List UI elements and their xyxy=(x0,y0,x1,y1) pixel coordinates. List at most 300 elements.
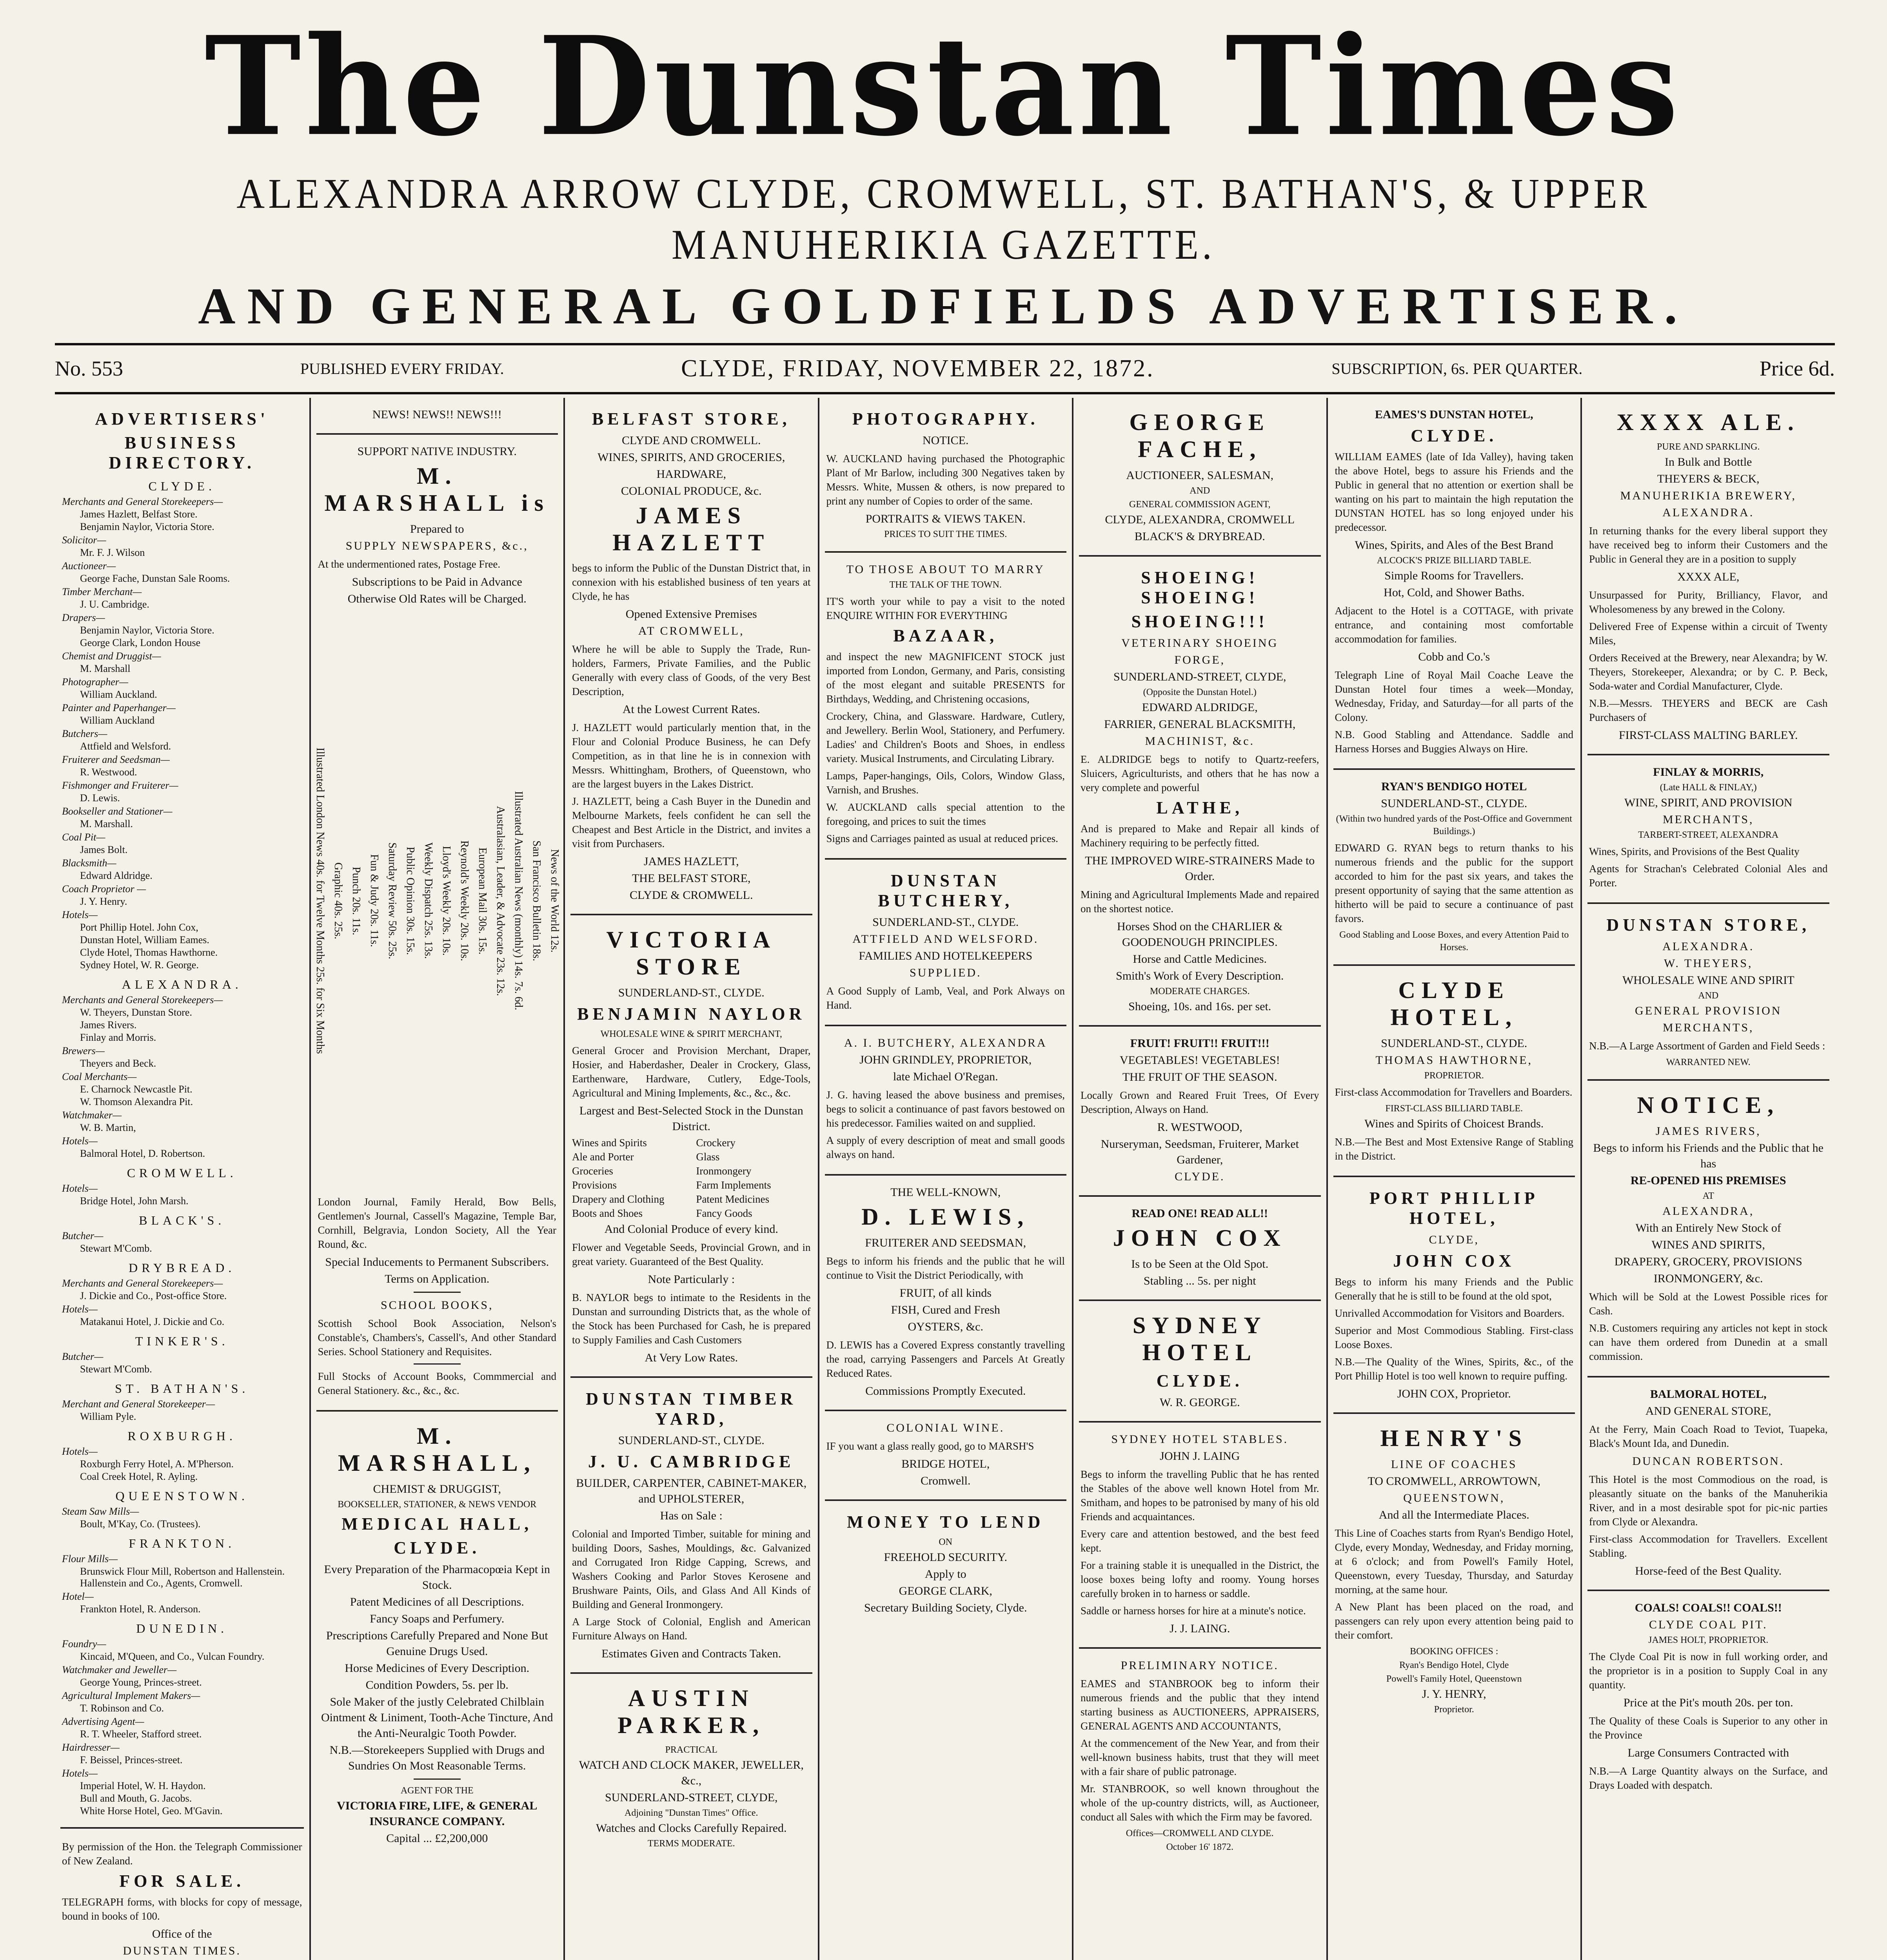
price-list-row: San Francisco Bulletin 18s. xyxy=(530,840,543,961)
ad-line: Shoeing, 10s. and 16s. per set. xyxy=(1128,1000,1271,1013)
ad-line: Hot, Cold, and Shower Baths. xyxy=(1384,586,1525,599)
goods-item: Groceries xyxy=(572,1165,613,1177)
ad-line: BLACK'S & DRYBREAD. xyxy=(1134,530,1265,543)
issue-price: Price 6d. xyxy=(1760,357,1835,380)
ad-text: Saddle or harness horses for hire at a minute's notice. xyxy=(1081,1605,1306,1617)
directory-entry: William Pyle. xyxy=(80,1411,136,1422)
ad-line: ALEXANDRA, xyxy=(1662,1205,1754,1218)
ad-line: JOHN J. LAING xyxy=(1160,1450,1240,1463)
ad-line: Horse Medicines of Every Description. xyxy=(345,1662,530,1675)
directory-entry: Imperial Hotel, W. H. Haydon. xyxy=(80,1780,206,1791)
ad-line: A. I. BUTCHERY, ALEXANDRA xyxy=(844,1036,1047,1049)
price-list-row: Reynold's Weekly 20s. 10s. xyxy=(458,840,470,961)
ad-line: THOMAS HAWTHORNE, xyxy=(1375,1054,1533,1067)
ad-line: R. WESTWOOD, xyxy=(1157,1121,1242,1134)
goods-item: Crockery xyxy=(696,1137,736,1149)
ad-text: N.B.—A Large Assortment of Garden and Field Seeds : xyxy=(1589,1040,1825,1052)
directory-entry: Theyers and Beck. xyxy=(80,1058,156,1069)
ad-line: SCHOOL BOOKS, xyxy=(380,1299,494,1312)
ad-line: PRELIMINARY NOTICE. xyxy=(1121,1659,1279,1672)
directory-entry: R. Westwood. xyxy=(80,766,137,778)
directory-entry: Kincaid, M'Queen, and Co., Vulcan Foundry. xyxy=(80,1651,265,1662)
ad-text: By permission of the Hon. the Telegraph Commissioner of New Zealand. xyxy=(62,1841,302,1867)
columns xyxy=(55,398,1835,1960)
ad-line: W. THEYERS, xyxy=(1664,957,1753,970)
directory-entry: Stewart M'Comb. xyxy=(80,1243,152,1254)
directory-category: Coach Proprietor — xyxy=(62,883,146,895)
ad-text: WILLIAM EAMES (late of Ida Valley), having taken the above Hotel, begs to assure his Friends and the Public in general that no attention or exertion shall be wanting on his part to maintain the high reputation the DUNSTAN HOTEL has so long enjoyed under his predecessor. xyxy=(1335,451,1573,533)
directory-town: TINKER'S. xyxy=(135,1334,229,1348)
directory-entry: William Auckland xyxy=(80,715,155,726)
ad-heading: CLYDE. xyxy=(1411,426,1498,445)
directory-entry: George Clark, London House xyxy=(80,637,201,648)
xxxx-ale-ad xyxy=(1587,398,1829,755)
directory-category: Timber Merchant— xyxy=(62,586,142,597)
goods-row xyxy=(572,1136,811,1150)
directory-category: Merchants and General Storekeepers— xyxy=(62,1278,223,1289)
preliminary-notice-ad xyxy=(1079,1649,1321,1864)
ad-text: J. HAZLETT would particularly mention that, in the Flour and Colonial Produce Business, he can Defy Competition, as in that line he is in connexion with Messrs. Whittingham, Brothers, of Queenstown, who are the largest buyers in the Lakes District. xyxy=(572,722,811,790)
ad-line: Prepared to xyxy=(410,523,464,535)
ad-text: J. HAZLETT, being a Cash Buyer in the Dunedin and Melbourne Markets, feels confident he can sell the Cheapest and Best Article in the District, and invites a visit from Purchasers. xyxy=(572,795,811,849)
ad-text: N.B.—Messrs. THEYERS and BECK are Cash Purchasers of xyxy=(1589,697,1828,723)
ad-heading: SHOEING!!! xyxy=(1131,612,1268,631)
ad-heading: CLYDE HOTEL, xyxy=(1390,977,1518,1030)
directory-category: Hotels— xyxy=(62,1135,98,1147)
ad-line: Nurseryman, Seedsman, Fruiterer, Market Gardener, xyxy=(1101,1138,1299,1166)
ad-heading: JOHN COX xyxy=(1393,1251,1515,1270)
ad-line: Horses Shod on the CHARLIER & GOODENOUGH PRINCIPLES. xyxy=(1117,920,1283,949)
directory-category: Hotels— xyxy=(62,1446,98,1457)
ad-heading: JOHN COX xyxy=(1113,1225,1287,1251)
ad-line: Office of the xyxy=(152,1927,212,1940)
ad-line: Large Consumers Contracted with xyxy=(1627,1746,1789,1759)
ad-heading: DUNSTAN BUTCHERY, xyxy=(878,871,1013,910)
directory-category: Butcher— xyxy=(62,1230,104,1241)
ad-heading: J. U. CAMBRIDGE xyxy=(588,1452,795,1471)
ad-line: EAMES'S DUNSTAN HOTEL, xyxy=(1375,408,1533,421)
ad-line: TO CROMWELL, ARROWTOWN, xyxy=(1368,1475,1541,1488)
ad-line: OYSTERS, &c. xyxy=(908,1320,983,1333)
directory-entry: Mr. F. J. Wilson xyxy=(80,547,145,558)
money-to-lend-ad xyxy=(825,1501,1067,1626)
goods-item: Patent Medicines xyxy=(696,1193,770,1205)
ad-text: At the undermentioned rates, Postage Free. xyxy=(318,558,501,570)
belfast-store-ad xyxy=(570,398,812,915)
directory-entry: J. U. Cambridge. xyxy=(80,599,149,610)
price-list-row: Saturday Review 50s. 25s. xyxy=(386,842,398,959)
directory-category: Bookseller and Stationer— xyxy=(62,806,173,817)
ad-line: SYDNEY HOTEL STABLES. xyxy=(1111,1433,1289,1446)
ad-text: IT'S worth your while to pay a visit to the noted ENQUIRE WITHIN FOR EVERYTHING xyxy=(826,595,1065,621)
ad-line: FAMILIES AND HOTELKEEPERS xyxy=(859,949,1033,962)
ad-line: Subscriptions to be Paid in Advance xyxy=(352,575,522,588)
ad-line: Watches and Clocks Carefully Repaired. xyxy=(596,1822,787,1835)
ad-line: Price at the Pit's mouth 20s. per ton. xyxy=(1623,1696,1793,1709)
fache-ad xyxy=(1079,398,1321,557)
ad-line: Good Stabling and Loose Boxes, and every Attention Paid to Horses. xyxy=(1339,930,1569,953)
directory-entry: Clyde Hotel, Thomas Hawthorne. xyxy=(80,947,218,958)
directory-entry: Port Phillip Hotel. John Cox, xyxy=(80,922,198,933)
directory-town: FRANKTON. xyxy=(129,1536,236,1550)
ad-line: ALEXANDRA. xyxy=(1662,506,1754,519)
ad-text: Orders Received at the Brewery, near Alexandra; by W. Theyers, Storekeeper, Alexandra; or by C. P. Beck, Soda-water and Cordial Manufacturer, Clyde. xyxy=(1589,652,1828,692)
ad-text: A New Plant has been placed on the road, and passengers can rely upon every attention being paid to their comfort. xyxy=(1335,1601,1573,1641)
ad-line: At Very Low Rates. xyxy=(645,1351,738,1364)
ad-line: JOHN COX, Proprietor. xyxy=(1397,1387,1511,1400)
ad-line: VETERINARY SHOEING xyxy=(1121,637,1279,650)
ad-line: Simple Rooms for Travellers. xyxy=(1384,569,1524,582)
ad-line: XXXX ALE, xyxy=(1677,570,1740,583)
directory-entry: D. Lewis. xyxy=(80,792,120,804)
ad-line: MANUHERIKIA BREWERY, xyxy=(1620,489,1796,502)
ad-line: Estimates Given and Contracts Taken. xyxy=(601,1647,781,1660)
ad-line: CLYDE COAL PIT. xyxy=(1649,1618,1768,1631)
directory-entry: R. T. Wheeler, Stafford street. xyxy=(80,1728,202,1740)
directory-entry: W. Theyers, Dunstan Store. xyxy=(80,1007,192,1018)
ad-line: J. Y. HENRY, xyxy=(1422,1688,1486,1700)
directory-category: Auctioneer— xyxy=(62,560,116,572)
ad-line: PRICES TO SUIT THE TIMES. xyxy=(884,529,1007,539)
ad-line: CLYDE. xyxy=(1175,1170,1225,1183)
ad-text: begs to inform the Public of the Dunstan District that, in connexion with his established business of ten years at Clyde, he has xyxy=(572,562,811,602)
ad-line: PORTRAITS & VIEWS TAKEN. xyxy=(865,512,1026,525)
ad-text: Mr. STANBROOK, so well known throughout the whole of the up-country districts, will, as Auctioneer, conduct all Sales with which the Firm may be favored. xyxy=(1081,1783,1319,1823)
ad-text: Superior and Most Commodious Stabling. First-class Loose Boxes. xyxy=(1335,1325,1573,1350)
directory-category: Flour Mills— xyxy=(62,1553,118,1564)
issue-number: No. 553 xyxy=(55,357,123,380)
ad-text: TELEGRAPH forms, with blocks for copy of message, bound in books of 100. xyxy=(62,1896,302,1922)
directory-entry: Bridge Hotel, John Marsh. xyxy=(80,1195,189,1207)
goods-item: Glass xyxy=(696,1151,720,1163)
ad-text: London Journal, Family Herald, Bow Bells, Gentlemen's Journal, Cassell's Magazine, Temple Bar, Cornhill, Belgravia, London Society, All the Year Round, &c. xyxy=(318,1196,556,1250)
ad-line: In Bulk and Bottle xyxy=(1665,456,1752,468)
goods-item: Ironmongery xyxy=(696,1165,752,1177)
directory-entry: W. Thomson Alexandra Pit. xyxy=(80,1096,193,1107)
ad-heading: DUNSTAN TIMBER YARD, xyxy=(586,1389,797,1428)
ad-heading: FOR SALE. xyxy=(119,1871,245,1891)
ad-line: Powell's Family Hotel, Queenstown xyxy=(1386,1674,1522,1684)
ad-text: Unsurpassed for Purity, Brilliancy, Flavor, and Wholesomeness by any brewed in the Colony. xyxy=(1589,589,1828,615)
ad-line: SUNDERLAND-ST., CLYDE. xyxy=(872,916,1019,929)
ad-text: Wines, Spirits, and Provisions of the Best Quality xyxy=(1589,846,1800,857)
directory-category: Hotels— xyxy=(62,1183,98,1194)
ad-line: NEWS! NEWS!! NEWS!!! xyxy=(372,408,502,421)
ad-line: BOOKSELLER, STATIONER, & NEWS VENDOR xyxy=(338,1499,537,1510)
goods-item: Wines and Spirits xyxy=(572,1137,647,1149)
ad-text: N.B.—A Large Quantity always on the Surface, and Drays Loaded with despatch. xyxy=(1589,1765,1828,1791)
directory-category: Brewers— xyxy=(62,1045,105,1056)
goods-row xyxy=(572,1206,811,1220)
column-2 xyxy=(309,398,564,1960)
ad-line: NOTICE. xyxy=(923,434,969,447)
column-5 xyxy=(1072,398,1326,1960)
austin-parker-ad xyxy=(570,1674,812,1860)
ad-line: MACHINIST, &c. xyxy=(1145,735,1255,748)
ad-heading: M. MARSHALL is xyxy=(324,463,550,516)
ad-line: AT CROMWELL, xyxy=(638,624,745,637)
goods-row xyxy=(572,1164,811,1178)
ad-text: EDWARD G. RYAN begs to return thanks to his numerous friends and the public for the support accorded to him for the past six years, and takes the present opportunity of saying that the same attention as hitherto will be paid to secure a continuance of past favors. xyxy=(1335,842,1573,924)
column-4 xyxy=(818,398,1072,1960)
directory-town: BLACK'S. xyxy=(139,1213,225,1227)
directory-entry: Coal Creek Hotel, R. Ayling. xyxy=(80,1471,198,1482)
ad-text: Crockery, China, and Glassware. Hardware, Cutlery, and Jewellery. Berlin Wool, Stationery, and Perfumery. Ladies' and Children's Boots and Shoes, in endless variety. Musical Instruments, and Circulating Library. xyxy=(826,710,1065,764)
ad-line: DUNCAN ROBERTSON. xyxy=(1632,1455,1785,1468)
ad-line: SUPPLIED. xyxy=(909,966,982,979)
ad-line: MERCHANTS, xyxy=(1662,813,1754,826)
ad-line: FRUITERER AND SEEDSMAN, xyxy=(865,1236,1026,1249)
ad-line: COLONIAL PRODUCE, &c. xyxy=(621,485,762,497)
price-list-row: Graphic 40s. 25s. xyxy=(332,862,344,939)
directory-category: Drapers— xyxy=(62,612,105,623)
ad-line: AGENT FOR THE xyxy=(400,1786,474,1796)
lewis-ad xyxy=(825,1176,1067,1411)
goods-row xyxy=(572,1178,811,1192)
directory-entry: Stewart M'Comb. xyxy=(80,1363,152,1375)
directory-entry: F. Beissel, Princes-street. xyxy=(80,1754,183,1766)
ad-line: (Late HALL & FINLAY,) xyxy=(1660,782,1757,793)
ad-text: Begs to inform his friends and the public that he will continue to Visit the District Periodically, with xyxy=(826,1255,1065,1281)
column-7 xyxy=(1580,398,1835,1960)
ad-text: First-class Accommodation for Travellers. Excellent Stabling. xyxy=(1589,1533,1828,1559)
ad-heading: CLYDE. xyxy=(1156,1371,1243,1390)
ad-line: Wines, Spirits, and Ales of the Best Brand xyxy=(1355,539,1553,552)
ad-line: FRUIT! FRUIT!! FRUIT!!! xyxy=(1130,1037,1270,1050)
ad-line: WINES AND SPIRITS, xyxy=(1651,1238,1765,1251)
directory-entry: James Hazlett, Belfast Store. xyxy=(80,508,198,520)
ad-line: At the Lowest Current Rates. xyxy=(622,703,760,716)
dunstan-butchery-ad xyxy=(825,860,1067,1026)
ad-text: Begs to inform his many Friends and the Public Generally that he is still to be found at the old spot, xyxy=(1335,1276,1573,1302)
divider-dateline xyxy=(55,392,1835,394)
directory-town: ROXBURGH. xyxy=(127,1429,237,1443)
ad-line: WARRANTED NEW. xyxy=(1666,1057,1751,1067)
ad-line: FORGE, xyxy=(1174,653,1226,666)
directory-entry: Edward Aldridge. xyxy=(80,870,153,881)
ad-line: AT xyxy=(1702,1191,1714,1201)
ad-line: (Within two hundred yards of the Post-Office and Government Buildings.) xyxy=(1336,814,1572,837)
directory-entry: Frankton Hotel, R. Anderson. xyxy=(80,1603,201,1615)
ad-line: PRACTICAL xyxy=(665,1745,717,1755)
ad-line: SUPPLY NEWSPAPERS, &c., xyxy=(345,539,529,552)
ad-line: WINE, SPIRIT, AND PROVISION xyxy=(1624,796,1793,809)
column-6 xyxy=(1326,398,1581,1960)
ad-text: Flower and Vegetable Seeds, Provincial Grown, and in great variety. Guaranteed of the Best Quality. xyxy=(572,1241,811,1267)
colonial-wine-ad xyxy=(825,1411,1067,1501)
price-list-row: Lloyd's Weekly 20s. 10s. xyxy=(440,846,452,956)
ad-line: WHOLESALE WINE AND SPIRIT xyxy=(1622,974,1794,987)
ad-line: AUCTIONEER, SALESMAN, xyxy=(1126,469,1274,482)
ad-line: THEYERS & BECK, xyxy=(1657,472,1760,485)
directory-category: Watchmaker and Jeweller— xyxy=(62,1664,177,1675)
ad-line: Begs to inform his Friends and the Public that he has xyxy=(1593,1142,1823,1170)
published-note: PUBLISHED EVERY FRIDAY. xyxy=(300,359,504,377)
ad-text: At the Ferry, Main Coach Road to Teviot, Tuapeka, Black's Mount Ida, and Dunedin. xyxy=(1589,1423,1828,1449)
marshall-chemist-ad xyxy=(316,1412,558,1857)
directory-entry: T. Robinson and Co. xyxy=(80,1702,164,1714)
ad-text: The Clyde Coal Pit is now in full working order, and the proprietor is in a position to Supply Coal in any quantity. xyxy=(1589,1651,1828,1691)
ad-heading: VICTORIA STORE xyxy=(606,927,777,980)
ad-heading: HENRY'S xyxy=(1380,1425,1528,1451)
finlay-morris-ad xyxy=(1587,755,1829,904)
directory-category: Watchmaker— xyxy=(62,1109,122,1121)
ad-line: RYAN'S BENDIGO HOTEL xyxy=(1381,780,1527,793)
ad-line: (Opposite the Dunstan Hotel.) xyxy=(1143,687,1257,697)
ad-line: ALCOCK'S PRIZE BILLIARD TABLE. xyxy=(1377,555,1531,566)
ad-line: BOOKING OFFICES : xyxy=(1410,1646,1498,1657)
ad-line: THE WELL-KNOWN, xyxy=(890,1186,1001,1199)
port-phillip-hotel-ad xyxy=(1333,1177,1575,1414)
directory-entry: George Young, Princes-street. xyxy=(80,1677,202,1688)
directory-category: Painter and Paperhanger— xyxy=(62,702,176,713)
ad-line: late Michael O'Regan. xyxy=(893,1070,998,1083)
ad-line: Is to be Seen at the Old Spot. xyxy=(1131,1258,1269,1270)
ad-line: HARDWARE, xyxy=(656,468,726,481)
directory-heading-2: BUSINESS DIRECTORY. xyxy=(109,433,256,472)
ad-line: Offices—CROMWELL AND CLYDE. xyxy=(1126,1828,1274,1838)
directory-entry: Bull and Mouth, G. Jacobs. xyxy=(80,1793,192,1804)
ad-line: CLYDE, xyxy=(1429,1233,1479,1246)
newspaper-price-list xyxy=(314,611,561,1191)
ad-text: In returning thanks for the every liberal support they have received beg to inform their Customers and the Public in General they are in a position to supply xyxy=(1589,525,1828,565)
ad-text: Begs to inform the travelling Public that he has rented the Stables of the above well known Hotel from Mr. Smitham, and hopes to be patronised by many of his old Friends and acquaintances. xyxy=(1081,1468,1319,1523)
timber-yard-ad xyxy=(570,1378,812,1674)
directory-entry: Finlay and Morris. xyxy=(80,1032,156,1043)
bazaar-ad xyxy=(825,553,1067,860)
ad-line: SUNDERLAND-ST., CLYDE. xyxy=(618,1434,765,1447)
ad-line: Special Inducements to Permanent Subscribers. xyxy=(325,1256,549,1269)
masthead-subtitle: ALEXANDRA ARROW CLYDE, CROMWELL, ST. BATHAN'S, & UPPER MANUHERIKIA GAZETTE. xyxy=(236,171,1651,268)
directory-heading: ADVERTISERS' xyxy=(95,409,269,428)
ad-text: The Quality of these Coals is Superior to any other in the Province xyxy=(1589,1715,1828,1741)
ad-line: PROPRIETOR. xyxy=(1424,1071,1484,1081)
ad-line: JOHN GRINDLEY, PROPRIETOR, xyxy=(859,1053,1032,1066)
ad-line: Secretary Building Society, Clyde. xyxy=(864,1601,1027,1614)
directory-entry: W. B. Martin, xyxy=(80,1122,136,1133)
directory-town: CLYDE. xyxy=(148,479,216,493)
ad-line: THE FRUIT OF THE SEASON. xyxy=(1122,1071,1277,1083)
ad-heading: XXXX ALE. xyxy=(1616,409,1800,435)
ad-line: JAMES HOLT, PROPRIETOR. xyxy=(1648,1635,1769,1645)
ad-line: MERCHANTS, xyxy=(1662,1021,1754,1034)
ad-line: BRIDGE HOTEL, xyxy=(901,1457,990,1470)
ad-text: Adjacent to the Hotel is a COTTAGE, with private entrance, and containing most comfortable accommodation for families. xyxy=(1335,605,1573,645)
directory-category: Photographer— xyxy=(62,676,128,688)
john-cox-ad xyxy=(1079,1197,1321,1301)
ad-line: WHOLESALE WINE & SPIRIT MERCHANT, xyxy=(600,1029,782,1039)
ad-heading: PORT PHILLIP HOTEL, xyxy=(1369,1189,1539,1228)
price-list-row: Australasian, Leader, & Advocate 23s. 12s. xyxy=(494,806,507,996)
ad-text: Every care and attention bestowed, and the best feed kept. xyxy=(1081,1528,1319,1554)
ad-heading: GEORGE FACHE, xyxy=(1129,409,1270,462)
ad-text: This Line of Coaches starts from Ryan's Bendigo Hotel, Clyde, every Monday, Wednesday, and Friday morning, at 6 o'clock; and from Powell's Family Hotel, Queenstown, every Tuesday, Thursday, and Saturday morning, at the same hour. xyxy=(1335,1527,1573,1595)
directory-entry: James Rivers. xyxy=(80,1019,137,1031)
ad-text: Telegraph Line of Royal Mail Coache Leave the Dunstan Hotel four times a week—Monday, Wednesday, Friday, and Saturday—for all parts of the Colony. xyxy=(1335,669,1573,723)
ad-text: This Hotel is the most Commodious on the road, is pleasantly situate on the banks of the Manuherikia River, and in a most desirable spot for pic-nic parties from Clyde or Alexandra. xyxy=(1589,1474,1828,1528)
ad-text: Lamps, Paper-hangings, Oils, Colors, Window Glass, Varnish, and Brushes. xyxy=(826,770,1065,796)
directory-category: Coal Merchants— xyxy=(62,1071,137,1082)
ad-line: COALS! COALS!! COALS!! xyxy=(1635,1601,1782,1614)
price-list-row: News of the World 12s. xyxy=(548,849,561,953)
directory-town: ST. BATHAN'S. xyxy=(115,1381,249,1396)
directory-category: Hotel— xyxy=(62,1591,94,1602)
ad-text: EAMES and STANBROOK beg to inform their numerous friends and the public that they intend starting business as AUCTIONEERS, APPRAISERS, GENERAL AGENTS AND ACCOUNTANTS, xyxy=(1081,1678,1319,1732)
directory-entry: George Fache, Dunstan Sale Rooms. xyxy=(80,573,230,584)
james-rivers-notice-ad xyxy=(1587,1081,1829,1377)
ad-line: Ryan's Bendigo Hotel, Clyde xyxy=(1399,1660,1509,1670)
ad-line: AND GENERAL STORE, xyxy=(1645,1405,1771,1417)
ad-text: A Large Stock of Colonial, English and American Furniture Always on Hand. xyxy=(572,1616,811,1642)
ad-line: WATCH AND CLOCK MAKER, JEWELLER, &c., xyxy=(579,1759,804,1787)
sydney-hotel-ad xyxy=(1079,1301,1321,1423)
directory-category: Hairdresser— xyxy=(62,1742,120,1753)
ad-text: Mining and Agricultural Implements Made and repaired on the shortest notice. xyxy=(1081,889,1319,915)
directory-category: Butcher— xyxy=(62,1351,104,1362)
ad-line: QUEENSTOWN, xyxy=(1403,1492,1505,1504)
ad-line: JAMES HAZLETT, xyxy=(643,855,739,868)
directory-town: DUNEDIN. xyxy=(136,1621,228,1635)
ad-text: First-class Accommodation for Travellers and Boarders. xyxy=(1335,1086,1573,1098)
directory-category: Fruiterer and Seedsman— xyxy=(62,754,170,765)
ad-heading: D. LEWIS, xyxy=(861,1204,1030,1230)
ad-heading: LATHE, xyxy=(1156,798,1244,817)
ad-line: Prescriptions Carefully Prepared and None But Genuine Drugs Used. xyxy=(326,1629,548,1658)
ad-text: W. AUCKLAND calls special attention to the foregoing, and prices to suit the times xyxy=(826,801,1065,827)
directory-entry: Boult, M'Kay, Co. (Trustees). xyxy=(80,1518,201,1530)
ad-line: CHEMIST & DRUGGIST, xyxy=(373,1483,501,1495)
henrys-coaches-ad xyxy=(1333,1414,1575,1726)
ad-heading: BELFAST STORE, xyxy=(592,409,791,428)
ad-text: Scottish School Book Association, Nelson's Constable's, Chambers's, Cassell's, And other Standard Series. School Stationery and Requisites. xyxy=(318,1318,556,1357)
ad-text: Signs and Carriages painted as usual at reduced prices. xyxy=(826,833,1059,844)
ad-line: SUNDERLAND-ST., CLYDE. xyxy=(1381,797,1527,810)
ad-text: Locally Grown and Reared Fruit Trees, Of Every Description, Always on Hand. xyxy=(1081,1089,1319,1115)
ad-text: General Grocer and Provision Merchant, Draper, Hosier, and Haberdasher, Dealer in Crockery, Glass, Earthenware, Hardware, Cutlery, Edge-Tools, Agricultural and Mining Implements, &c., &c., &c. xyxy=(572,1045,811,1099)
ad-text: N.B.—The Best and Most Extensive Range of Stabling in the District. xyxy=(1335,1136,1573,1162)
ad-text: N.B.—The Quality of the Wines, Spirits, &c., of the Port Phillip Hotel is too well known to require puffing. xyxy=(1335,1356,1573,1382)
directory-category: Coal Pit— xyxy=(62,831,105,843)
ad-text: B. NAYLOR begs to intimate to the Residents in the Dunstan and surrounding Districts that, as the whole of the Stock has been Purchased for Cash, he is prepared to Supply Families and Cash Customers xyxy=(572,1292,811,1346)
ad-line: IRONMONGERY, &c. xyxy=(1653,1272,1763,1285)
dateline xyxy=(55,349,1835,388)
directory-category: Blacksmith— xyxy=(62,857,116,869)
column-3 xyxy=(563,398,818,1960)
ad-line: COLONIAL WINE. xyxy=(886,1421,1005,1434)
masthead-subtitle-2: AND GENERAL GOLDFIELDS ADVERTISER. xyxy=(198,277,1689,335)
price-list-row: Weekly Dispatch 25s. 13s. xyxy=(422,842,434,959)
ad-line: SUNDERLAND-ST., CLYDE. xyxy=(618,986,765,999)
directory-entry: Balmoral Hotel, D. Robertson. xyxy=(80,1148,205,1159)
ad-line: FARRIER, GENERAL BLACKSMITH, xyxy=(1104,718,1296,731)
ad-line: And Colonial Produce of every kind. xyxy=(604,1223,778,1236)
price-list-row: Illustrated London News 40s. for Twelve Months 25s. for Six Months xyxy=(314,748,326,1054)
ad-line: Proprietor. xyxy=(1434,1704,1474,1715)
directory-category: Agricultural Implement Makers— xyxy=(62,1690,200,1701)
ad-line: Adjoining "Dunstan Times" Office. xyxy=(625,1808,758,1818)
ad-text: And is prepared to Make and Repair all kinds of Machinery requiring to be perfectly fitted. xyxy=(1081,823,1319,849)
divider xyxy=(414,1779,461,1780)
directory-category: Chemist and Druggist— xyxy=(62,650,161,662)
ad-text: Where he will be able to Supply the Trade, Run-holders, Farmers, Private Families, and the Public Generally with every class of Goods, of the very Best Description, xyxy=(572,643,811,697)
dunstan-hotel-ad xyxy=(1333,398,1575,770)
ad-line: ALEXANDRA. xyxy=(1662,940,1754,953)
ad-heading: PHOTOGRAPHY. xyxy=(852,409,1039,428)
ad-line: Apply to xyxy=(924,1568,966,1581)
clyde-hotel-ad xyxy=(1333,966,1575,1177)
directory-entry: J. Y. Henry. xyxy=(80,896,127,907)
ad-line: BALMORAL HOTEL, xyxy=(1650,1388,1767,1401)
